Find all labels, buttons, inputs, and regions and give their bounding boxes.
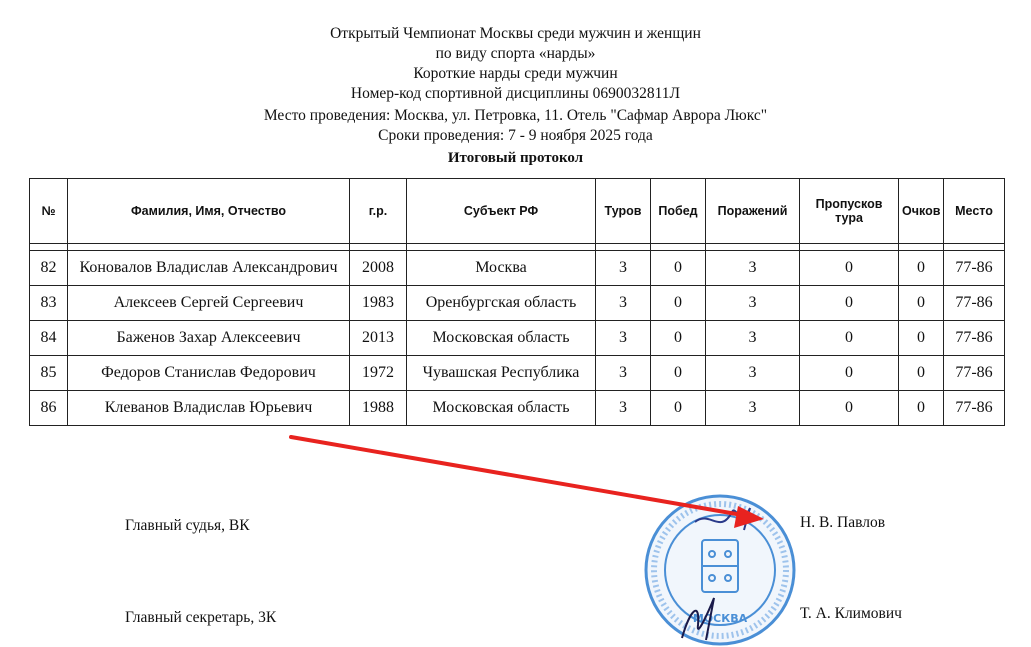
table-header-row — [30, 179, 1005, 244]
cell-number: 85 — [30, 356, 68, 391]
cell-losses: 3 — [706, 251, 800, 286]
col-wins: Побед — [651, 179, 706, 244]
cell-byes: 0 — [800, 286, 899, 321]
table-row — [30, 286, 1005, 321]
col-points: Очков — [899, 179, 944, 244]
cell-place: 77-86 — [944, 391, 1005, 426]
header-line-3: Короткие нарды среди мужчин — [413, 65, 618, 82]
cell-number: 82 — [30, 251, 68, 286]
cell-wins: 0 — [651, 286, 706, 321]
cell-full-name: Коновалов Владислав Александрович — [68, 251, 350, 286]
cell-points: 0 — [899, 286, 944, 321]
col-region: Субъект РФ — [407, 179, 596, 244]
cell-full-name: Алексеев Сергей Сергеевич — [68, 286, 350, 321]
cell-number: 86 — [30, 391, 68, 426]
table-row — [30, 251, 1005, 286]
cell-region: Чувашская Республика — [407, 356, 596, 391]
table-row — [30, 321, 1005, 356]
cell-region: Москва — [407, 251, 596, 286]
cell-number: 83 — [30, 286, 68, 321]
cell-birth-year: 1983 — [350, 286, 407, 321]
cell-birth-year: 1988 — [350, 391, 407, 426]
cell-losses: 3 — [706, 321, 800, 356]
document-title: Итоговый протокол — [447, 150, 584, 166]
cell-losses: 3 — [706, 286, 800, 321]
judge-name: Н. В. Павлов — [800, 514, 886, 531]
secretary-name: Т. А. Климович — [800, 605, 902, 622]
cell-byes: 0 — [800, 391, 899, 426]
cell-points: 0 — [899, 321, 944, 356]
judge-role: Главный судья, ВК — [125, 517, 250, 534]
header-line-6: Сроки проведения: 7 - 9 ноября 2025 года — [378, 127, 653, 144]
cell-rounds: 3 — [596, 356, 651, 391]
table-row — [30, 391, 1005, 426]
cell-points: 0 — [899, 391, 944, 426]
cell-wins: 0 — [651, 251, 706, 286]
cell-byes: 0 — [800, 321, 899, 356]
stamp-city-text: МОСКВА — [692, 612, 748, 625]
cell-region: Московская область — [407, 321, 596, 356]
cell-byes: 0 — [800, 251, 899, 286]
col-birth-year: г.р. — [350, 179, 407, 244]
cell-wins: 0 — [651, 356, 706, 391]
col-losses: Поражений — [706, 179, 800, 244]
cell-region: Московская область — [407, 391, 596, 426]
col-number: № — [30, 179, 68, 244]
col-rounds: Туров — [596, 179, 651, 244]
cell-byes: 0 — [800, 356, 899, 391]
document-header — [0, 24, 1031, 168]
cell-place: 77-86 — [944, 321, 1005, 356]
col-place: Место — [944, 179, 1005, 244]
cell-full-name: Федоров Станислав Федорович — [68, 356, 350, 391]
header-line-2: по виду спорта «нарды» — [435, 45, 596, 62]
cell-losses: 3 — [706, 391, 800, 426]
col-byes: Пропусков тура — [800, 179, 899, 244]
cell-rounds: 3 — [596, 251, 651, 286]
cell-full-name: Клеванов Владислав Юрьевич — [68, 391, 350, 426]
header-line-4: Номер-код спортивной дисциплины 0690032811Л — [350, 85, 681, 102]
cell-rounds: 3 — [596, 321, 651, 356]
cell-place: 77-86 — [944, 286, 1005, 321]
header-line-1: Открытый Чемпионат Москвы среди мужчин и женщин — [330, 25, 701, 42]
col-full-name: Фамилия, Имя, Отчество — [68, 179, 350, 244]
results-table — [29, 178, 1005, 426]
header-line-5: Место проведения: Москва, ул. Петровка, 11. Отель "Сафмар Аврора Люкс" — [263, 107, 768, 124]
table-row — [30, 356, 1005, 391]
cell-birth-year: 1972 — [350, 356, 407, 391]
cell-place: 77-86 — [944, 251, 1005, 286]
cell-points: 0 — [899, 356, 944, 391]
cell-number: 84 — [30, 321, 68, 356]
cell-birth-year: 2013 — [350, 321, 407, 356]
cell-place: 77-86 — [944, 356, 1005, 391]
official-stamp — [640, 490, 800, 647]
cell-full-name: Баженов Захар Алексеевич — [68, 321, 350, 356]
cell-wins: 0 — [651, 321, 706, 356]
secretary-role: Главный секретарь, 3К — [125, 609, 277, 626]
table-gap-row — [30, 244, 1005, 251]
cell-rounds: 3 — [596, 391, 651, 426]
cell-birth-year: 2008 — [350, 251, 407, 286]
cell-wins: 0 — [651, 391, 706, 426]
cell-losses: 3 — [706, 356, 800, 391]
cell-rounds: 3 — [596, 286, 651, 321]
cell-region: Оренбургская область — [407, 286, 596, 321]
cell-points: 0 — [899, 251, 944, 286]
